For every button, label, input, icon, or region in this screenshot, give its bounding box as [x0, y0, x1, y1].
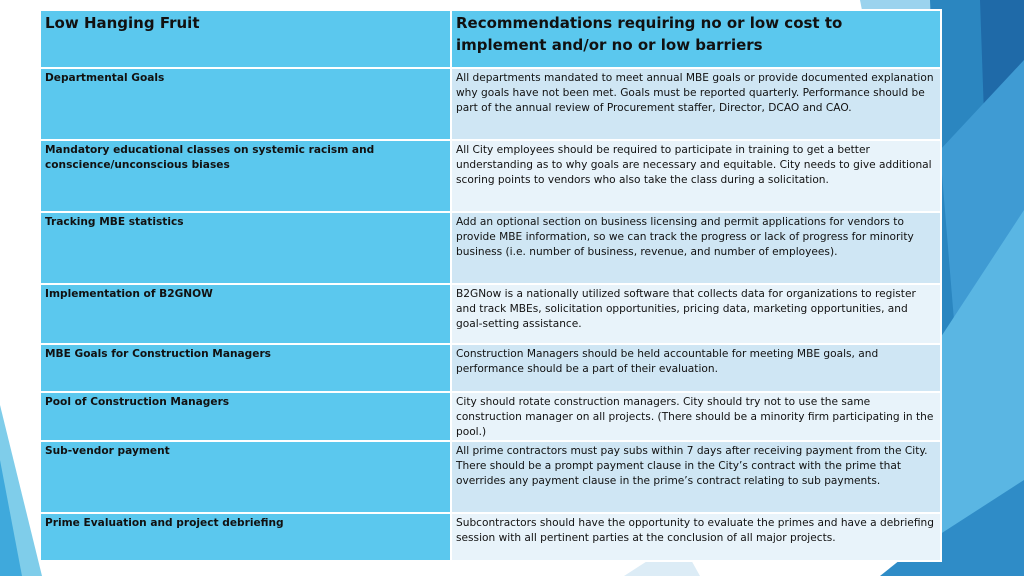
- table-row: [40, 140, 941, 212]
- row-recommendation: Subcontractors should have the opportunity to evaluate the primes and have a debriefing session with all pertinent parties at the conclusion of all major projects.: [451, 513, 941, 561]
- row-recommendation: City should rotate construction managers. City should try not to use the same construction manager on all projects. (There should be a minority firm participating in the pool.): [451, 392, 941, 441]
- row-item: Departmental Goals: [40, 68, 451, 140]
- table-header-row: [40, 10, 941, 68]
- header-recommendations: Recommendations requiring no or low cost to implement and/or no or low barriers: [451, 10, 941, 68]
- recommendations-table: [39, 9, 942, 562]
- table-row: [40, 68, 941, 140]
- header-low-hanging-fruit: Low Hanging Fruit: [40, 10, 451, 68]
- row-item: Implementation of B2GNOW: [40, 284, 451, 344]
- row-item: Tracking MBE statistics: [40, 212, 451, 284]
- row-recommendation: All City employees should be required to participate in training to get a better understanding as to why goals are necessary and equitable. City needs to give additional scoring points to vendors who also take the class during a solicitation.: [451, 140, 941, 212]
- table-row: [40, 212, 941, 284]
- row-item: Pool of Construction Managers: [40, 392, 451, 441]
- table-row: [40, 344, 941, 392]
- row-recommendation: B2GNow is a nationally utilized software that collects data for organizations to register and track MBEs, solicitation opportunities, pricing data, marketing opportunities, and goal-setting assistance.: [451, 284, 941, 344]
- row-item: MBE Goals for Construction Managers: [40, 344, 451, 392]
- row-recommendation: All prime contractors must pay subs within 7 days after receiving payment from the City. There should be a prompt payment clause in the City’s contract with the prime that overrides any payment clause in the prime’s contract relating to sub payments.: [451, 441, 941, 513]
- table-row: [40, 392, 941, 441]
- row-recommendation: Add an optional section on business licensing and permit applications for vendors to provide MBE information, so we can track the progress or lack of progress for minority business (i.e. number of business, revenue, and number of employees).: [451, 212, 941, 284]
- row-recommendation: Construction Managers should be held accountable for meeting MBE goals, and performance should be a part of their evaluation.: [451, 344, 941, 392]
- table-row: [40, 513, 941, 561]
- row-item: Prime Evaluation and project debriefing: [40, 513, 451, 561]
- row-item: Sub-vendor payment: [40, 441, 451, 513]
- table-row: [40, 284, 941, 344]
- table-row: [40, 441, 941, 513]
- row-item: Mandatory educational classes on systemic racism and conscience/unconscious biases: [40, 140, 451, 212]
- row-recommendation: All departments mandated to meet annual MBE goals or provide documented explanation why goals have not been met. Goals must be reported quarterly. Performance should be part of the annual review of Procurement staffer, Director, DCAO and CAO.: [451, 68, 941, 140]
